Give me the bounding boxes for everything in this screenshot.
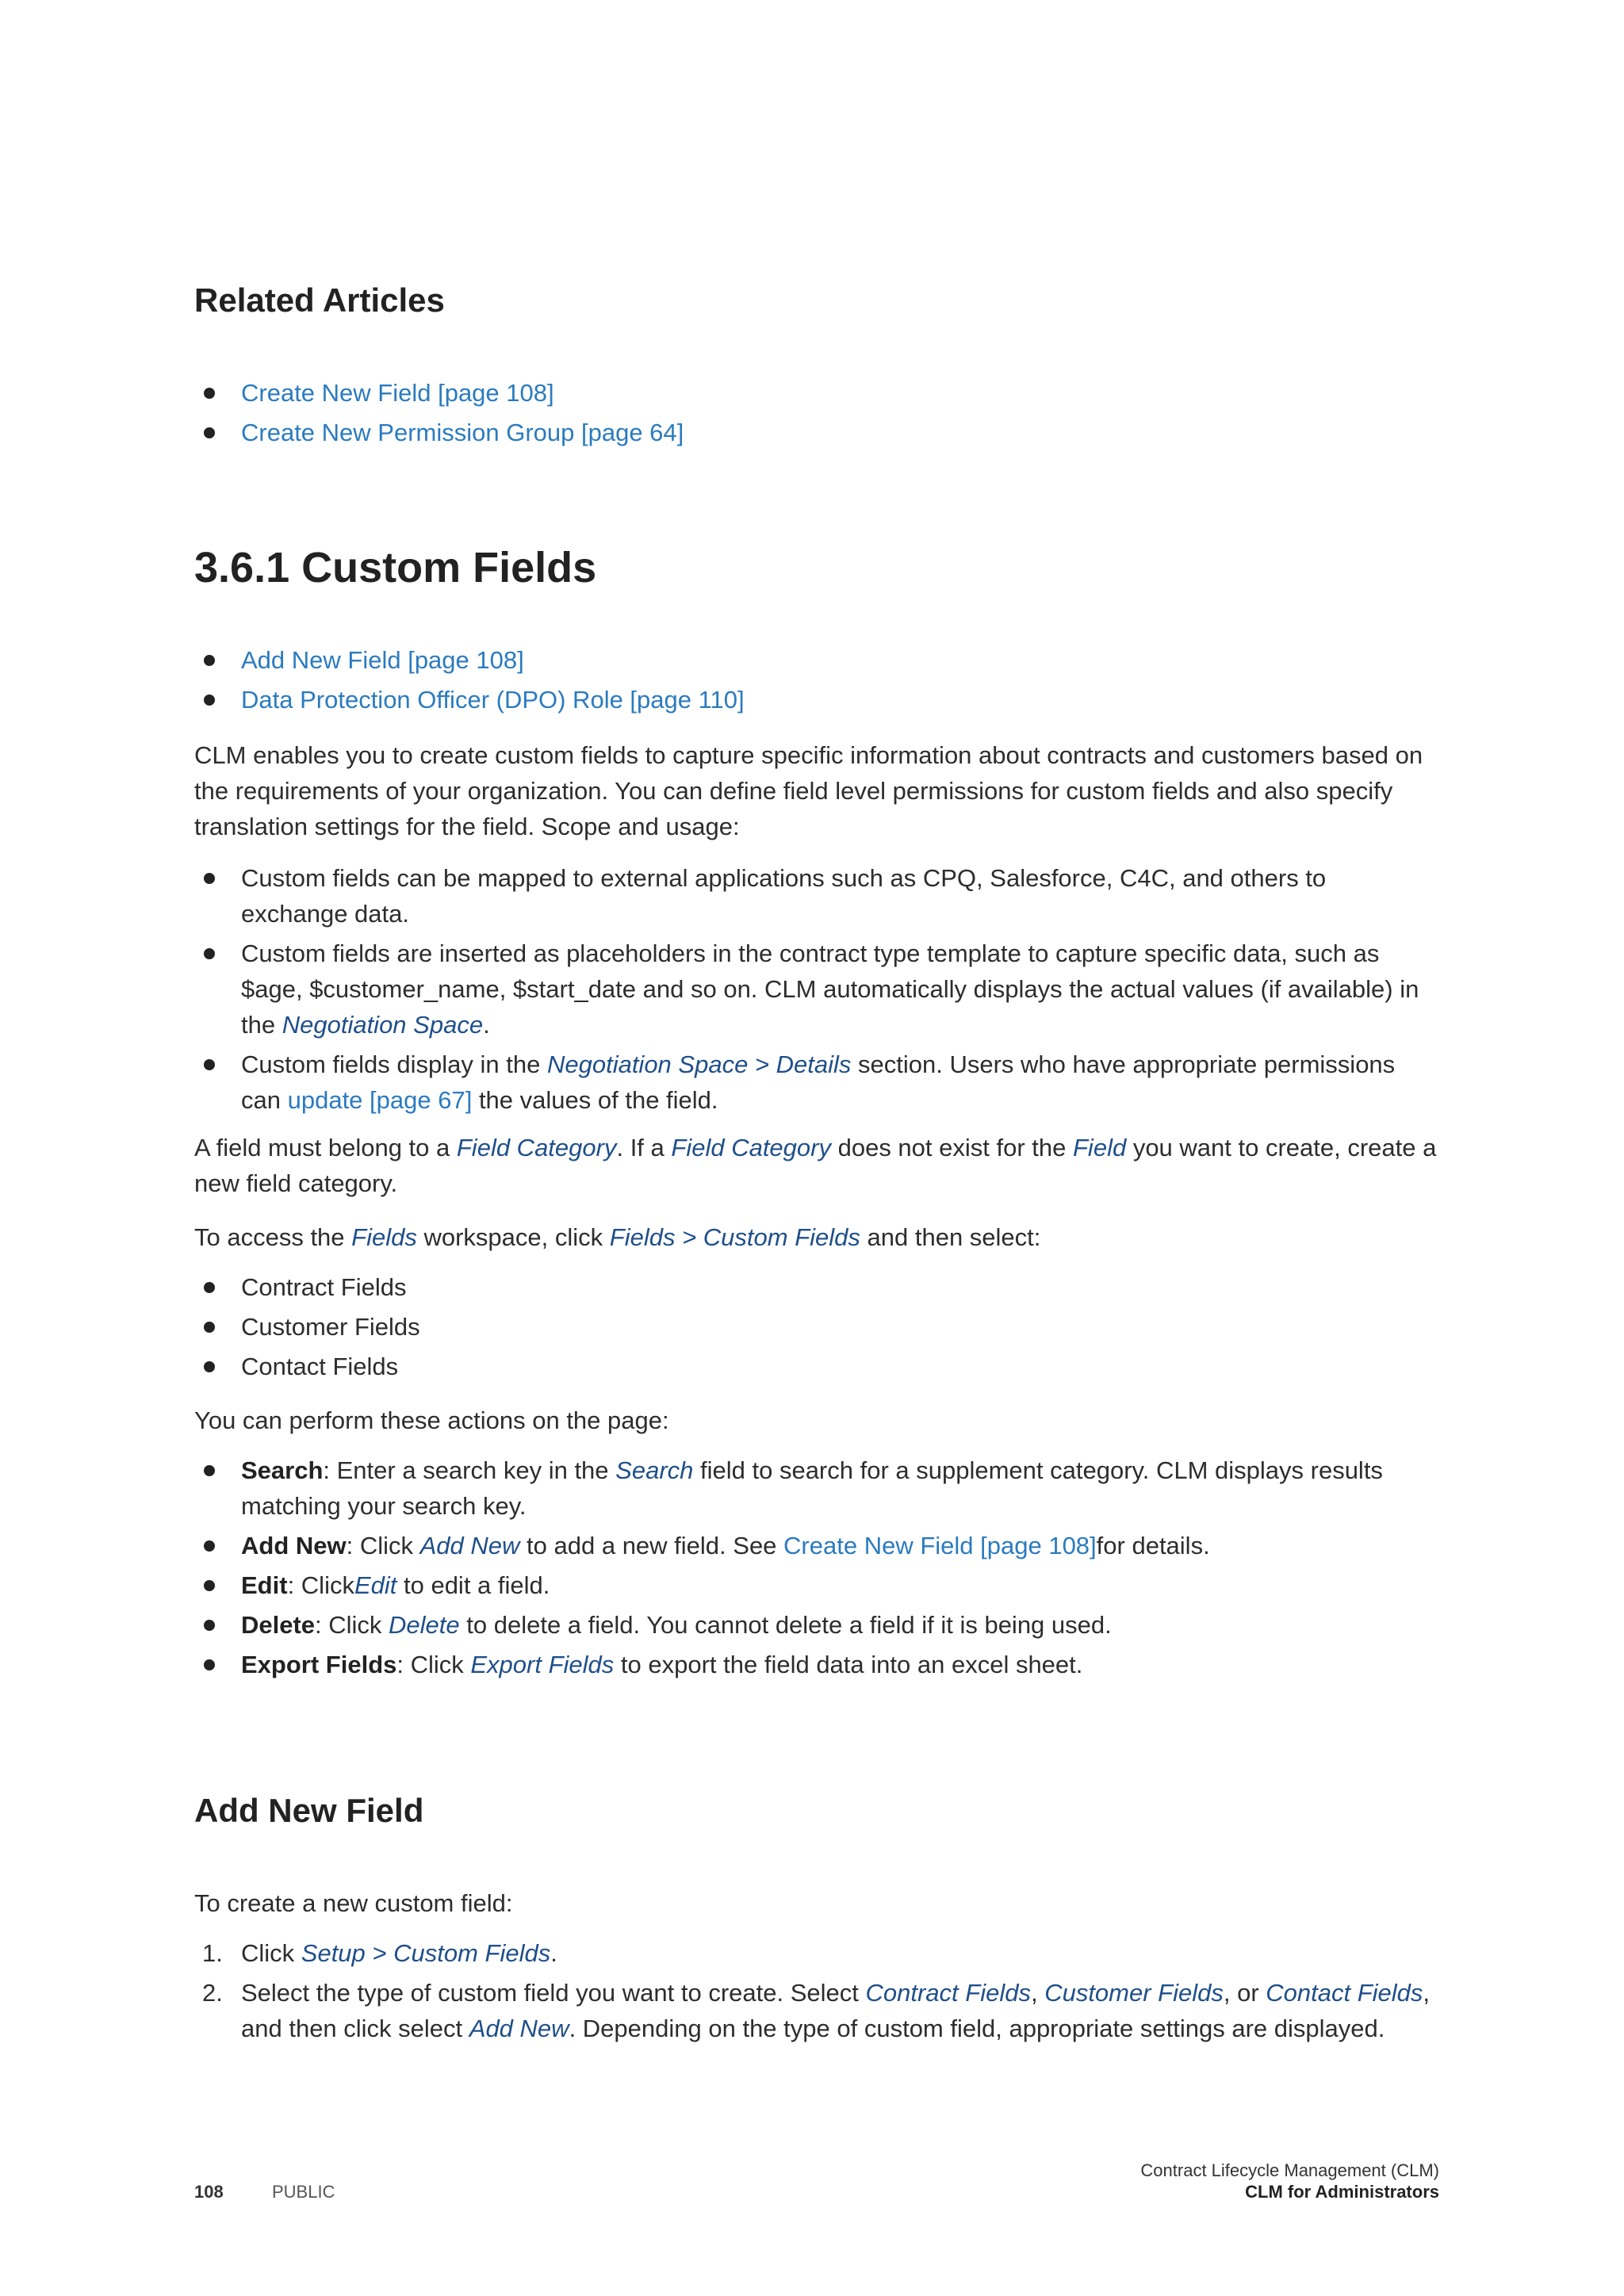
ui-term: Contact Fields [1266, 1979, 1423, 2007]
list-item: Customer Fields [194, 1309, 1439, 1345]
add-new-field-heading: Add New Field [194, 1792, 424, 1829]
ui-term: Search [615, 1456, 694, 1484]
ui-term: Fields [351, 1223, 417, 1251]
scope-text: . [483, 1011, 490, 1039]
related-link[interactable]: Create New Field [page 108] [241, 379, 554, 407]
list-item[interactable] [194, 642, 1439, 678]
actions-list [194, 1452, 1439, 1686]
related-links-list [194, 375, 1439, 454]
add-new-intro: To create a new custom field: [194, 1889, 513, 1917]
section-links-list [194, 642, 1439, 721]
scope-list [194, 860, 1439, 1122]
list-item: Add New: Click Add New to add a new field. See Create New Field [page 108]for details. [194, 1528, 1439, 1563]
ui-term: Export Fields [470, 1651, 615, 1678]
scope-text: Custom fields can be mapped to external applications such as CPQ, Salesforce, C4C, and others to exchange data. [241, 864, 1327, 928]
list-item [194, 936, 1439, 1043]
ui-term: Field Category [671, 1134, 831, 1161]
ui-term: Contract Fields [865, 1979, 1031, 2007]
ui-term: Delete [389, 1611, 460, 1639]
access-paragraph: To access the Fields workspace, click Fields > Custom Fields and then select: [194, 1223, 1041, 1251]
section-title: 3.6.1 Custom Fields [194, 544, 597, 591]
ui-term: Negotiation Space [282, 1011, 484, 1039]
ui-term: Add New [469, 2015, 569, 2042]
list-item: Export Fields: Click Export Fields to export the field data into an excel sheet. [194, 1647, 1439, 1682]
list-item: Delete: Click Delete to delete a field. You cannot delete a field if it is being used. [194, 1607, 1439, 1643]
scope-text: the values of the field. [472, 1086, 718, 1114]
list-item[interactable] [194, 682, 1439, 718]
list-item: Search: Enter a search key in the Search field to search for a supplement category. CLM displays results matching your search key. [194, 1452, 1439, 1524]
field-types-list [194, 1269, 1439, 1388]
document-title: Contract Lifecycle Management (CLM) [1140, 2160, 1439, 2180]
page-footer [194, 2150, 1439, 2206]
intro-paragraph: CLM enables you to create custom fields to capture specific information about contracts and customers based on the requirements of your organization. You can define field level permissions for custom fields and also specify translation settings for the field. Scope and usage: [194, 741, 1423, 840]
create-new-field-link[interactable]: Create New Field [page 108] [783, 1532, 1097, 1559]
ui-term: Setup > Custom Fields [301, 1939, 551, 1967]
steps-list [194, 1935, 1439, 2050]
ui-term: Add New [419, 1532, 520, 1559]
section-link[interactable]: Add New Field [page 108] [241, 646, 524, 674]
list-item [194, 860, 1439, 932]
list-item: Edit: ClickEdit to edit a field. [194, 1567, 1439, 1603]
section-link[interactable]: Data Protection Officer (DPO) Role [page 110] [241, 686, 745, 714]
document-subtitle: CLM for Administrators [1245, 2182, 1439, 2202]
ui-term: Field [1073, 1134, 1127, 1161]
scope-text: section. Users who have appropriate permissions can [241, 1050, 1396, 1114]
list-item: 1. Click Setup > Custom Fields. [202, 1939, 557, 1967]
scope-text: Custom fields display in the [241, 1050, 547, 1078]
list-item[interactable] [194, 415, 1439, 450]
ui-term: Customer Fields [1044, 1979, 1224, 2007]
ui-term: Negotiation Space > Details [546, 1050, 852, 1078]
list-item[interactable] [194, 375, 1439, 411]
category-paragraph: A field must belong to a Field Category. If a Field Category does not exist for the Field you want to create, create a new field category. [194, 1134, 1437, 1197]
ui-term: Fields > Custom Fields [609, 1223, 860, 1251]
list-item: Contract Fields [194, 1269, 1439, 1305]
classification-label: PUBLIC [272, 2182, 335, 2202]
ui-term: Field Category [456, 1134, 617, 1161]
scope-text: Custom fields are inserted as placeholders in the contract type template to capture specific data, such as $age, $customer_name, $start_date and so on. CLM automatically displays the actual values (if available) in the [241, 939, 1419, 1039]
actions-intro: You can perform these actions on the page: [194, 1406, 669, 1434]
update-link[interactable]: update [page 67] [287, 1086, 473, 1114]
list-item [194, 1047, 1439, 1118]
related-link[interactable]: Create New Permission Group [page 64] [241, 419, 684, 446]
list-item: Contact Fields [194, 1349, 1439, 1384]
list-item: 2. Select the type of custom field you want to create. Select Contract Fields, Customer Fields, or Contact Fields, and then click select Add New. Depending on the type of custom field, appropriate settings are displayed. [202, 1979, 1431, 2042]
page-number: 108 [194, 2182, 224, 2202]
ui-term: Edit [354, 1571, 397, 1599]
related-articles-heading: Related Articles [194, 281, 445, 319]
